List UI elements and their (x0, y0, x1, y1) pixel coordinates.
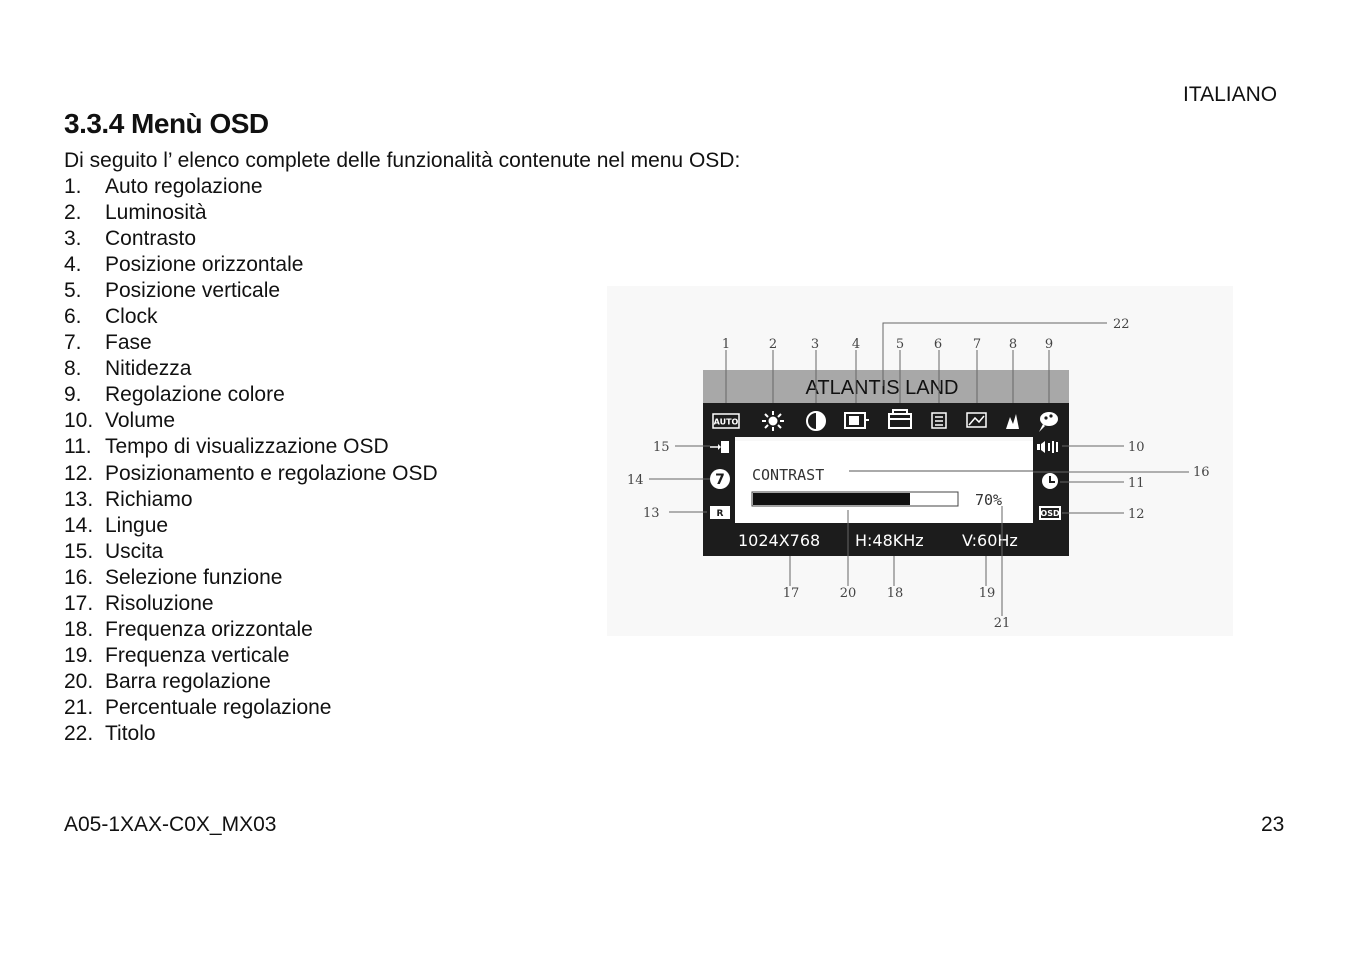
list-item (64, 513, 438, 539)
section-title: 3.3.4 Menù OSD (64, 108, 269, 139)
callout-6: 6 (933, 337, 943, 352)
item-label: Selezione funzione (105, 565, 283, 589)
item-number: 9. (64, 383, 82, 407)
item-label: Contrasto (105, 227, 197, 251)
callout-8: 8 (1008, 337, 1018, 352)
item-label: Titolo (105, 721, 156, 745)
list-item (64, 252, 438, 278)
timer-icon (1042, 473, 1058, 489)
callout-14: 14 (627, 473, 644, 488)
list-item (64, 330, 438, 356)
list-item (64, 174, 438, 200)
item-label: Frequenza verticale (105, 643, 290, 667)
list-item (64, 591, 438, 617)
item-number: 21. (64, 695, 94, 719)
callout-19: 19 (978, 586, 996, 601)
item-label: Richiamo (105, 487, 193, 511)
item-label: Posizionamento e regolazione OSD (105, 461, 438, 485)
item-label: Posizione verticale (105, 279, 281, 303)
svg-text:R: R (716, 509, 724, 519)
list-item (64, 487, 438, 513)
callout-9: 9 (1044, 337, 1054, 352)
item-label: Luminosità (105, 201, 207, 225)
v-frequency: V:60Hz (962, 531, 1018, 550)
callout-20: 20 (839, 586, 857, 601)
item-number: 12. (64, 461, 94, 485)
list-item (64, 695, 438, 721)
callout-22: 22 (1113, 317, 1130, 332)
list-item (64, 356, 438, 382)
callout-21: 21 (993, 616, 1011, 631)
callout-15: 15 (653, 440, 670, 455)
item-number: 1. (64, 175, 82, 198)
item-number: 16. (64, 565, 94, 589)
callout-13: 13 (643, 506, 660, 521)
section-intro: Di seguito l’ elenco complete delle funzionalità contenute nel menu OSD: (64, 149, 741, 172)
item-number: 2. (64, 201, 82, 225)
item-number: 5. (64, 279, 82, 303)
list-item (64, 461, 438, 487)
item-number: 14. (64, 513, 94, 537)
header-language: ITALIANO (1183, 83, 1278, 106)
list-item (64, 643, 438, 669)
item-label: Posizione orizzontale (105, 253, 304, 277)
callout-18: 18 (886, 586, 904, 601)
function-label: CONTRAST (752, 466, 825, 484)
callout-5: 5 (895, 337, 905, 352)
item-label: Fase (105, 331, 152, 355)
list-item (64, 382, 438, 408)
language-icon (710, 469, 730, 489)
level-percent: 70% (975, 491, 1003, 509)
list-item (64, 539, 438, 565)
item-number: 11. (64, 435, 92, 459)
brightness-icon (762, 411, 784, 431)
item-number: 20. (64, 669, 94, 693)
callout-10: 10 (1128, 440, 1145, 455)
item-label: Clock (105, 305, 158, 329)
function-list (64, 174, 438, 747)
item-label: Auto regolazione (105, 175, 263, 198)
callout-17: 17 (782, 586, 800, 601)
list-item (64, 304, 438, 330)
item-number: 8. (64, 357, 82, 381)
osd-title: ATLANTIS LAND (805, 377, 959, 399)
callout-2: 2 (768, 337, 778, 352)
item-label: Nitidezza (105, 357, 192, 381)
svg-text:AUTO: AUTO (713, 417, 739, 427)
list-item (64, 434, 438, 460)
item-number: 10. (64, 409, 94, 433)
list-item (64, 617, 438, 643)
item-label: Barra regolazione (105, 669, 271, 693)
recall-icon (710, 506, 730, 519)
list-item (64, 200, 438, 226)
item-number: 17. (64, 591, 94, 615)
list-item (64, 278, 438, 304)
callout-7: 7 (972, 337, 982, 352)
callout-3: 3 (810, 337, 820, 352)
item-label: Volume (105, 409, 176, 433)
item-number: 15. (64, 539, 94, 563)
callout-11: 11 (1128, 476, 1145, 491)
footer-page-number: 23 (1261, 813, 1285, 836)
list-item (64, 226, 438, 252)
item-number: 13. (64, 487, 94, 511)
item-label: Lingue (105, 513, 169, 537)
osd-position-icon (1039, 506, 1061, 520)
item-number: 7. (64, 331, 82, 355)
list-item (64, 721, 438, 747)
callout-4: 4 (851, 337, 861, 352)
list-item (64, 565, 438, 591)
footer-doc-code: A05-1XAX-C0X_MX03 (64, 813, 277, 836)
item-label: Risoluzione (105, 591, 214, 615)
item-number: 18. (64, 617, 94, 641)
item-number: 22. (64, 721, 94, 745)
item-number: 3. (64, 227, 82, 251)
item-label: Frequenza orizzontale (105, 617, 313, 641)
callout-1: 1 (721, 337, 731, 352)
item-label: Tempo di visualizzazione OSD (105, 435, 389, 459)
resolution: 1024X768 (738, 531, 821, 550)
item-number: 6. (64, 305, 82, 329)
item-label: Uscita (105, 539, 164, 563)
osd-diagram (607, 286, 1233, 636)
item-label: Regolazione colore (105, 383, 285, 407)
svg-text:7: 7 (715, 472, 725, 488)
level-bar-fill (753, 493, 910, 505)
list-item (64, 408, 438, 434)
item-number: 19. (64, 643, 94, 667)
svg-text:OSD: OSD (1040, 509, 1060, 518)
item-number: 4. (64, 253, 82, 277)
callout-12: 12 (1128, 507, 1145, 522)
osd-icon-bar (703, 403, 1069, 437)
list-item (64, 669, 438, 695)
h-frequency: H:48KHz (855, 531, 924, 550)
callout-16: 16 (1193, 465, 1210, 480)
item-label: Percentuale regolazione (105, 695, 332, 719)
